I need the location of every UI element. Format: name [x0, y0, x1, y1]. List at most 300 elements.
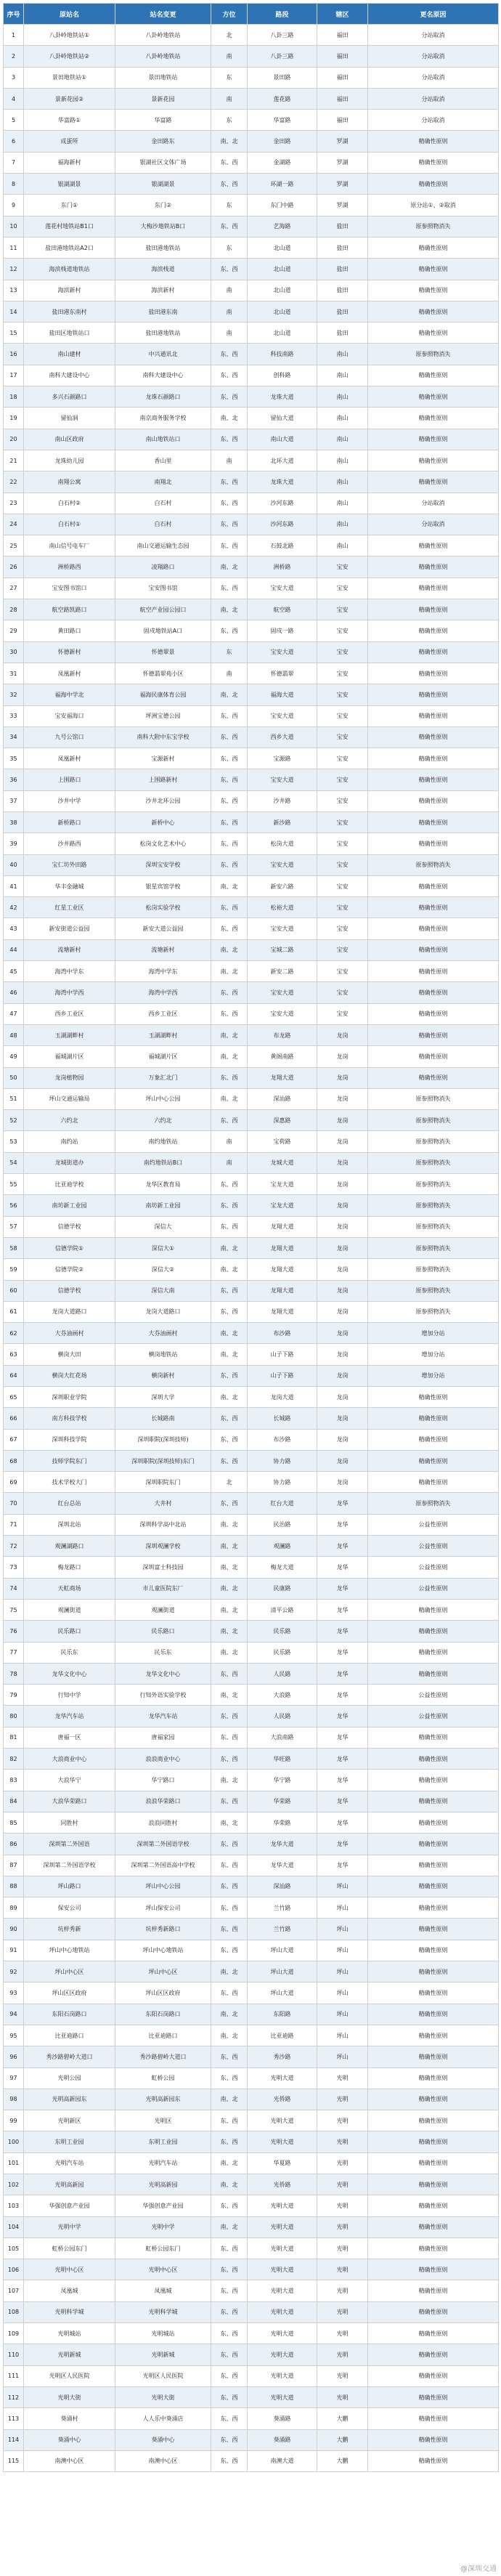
cell-old-name: 比亚迪路口	[24, 2025, 115, 2046]
cell-road: 协力路	[248, 1472, 317, 1493]
cell-district: 光明	[317, 2301, 368, 2322]
cell-old-name: 海滨栈道地铁站	[24, 259, 115, 280]
cell-no: 102	[4, 2174, 24, 2195]
cell-old-name: 南澳中心区	[24, 2450, 115, 2471]
cell-new-name: 福海民康体育公园	[115, 684, 211, 705]
cell-district: 福田	[317, 88, 368, 109]
cell-old-name: 东门①	[24, 195, 115, 216]
table-row	[4, 1429, 499, 1450]
cell-road: 艺海路	[248, 216, 317, 237]
cell-district: 盐田	[317, 259, 368, 280]
cell-no: 22	[4, 471, 24, 493]
cell-old-name: 天虹商场	[24, 1578, 115, 1599]
cell-district: 龙岗	[317, 1131, 368, 1152]
table-row	[4, 1663, 499, 1684]
cell-district: 龙岗	[317, 1237, 368, 1258]
cell-no: 109	[4, 2323, 24, 2344]
cell-reason: 精确性原则	[368, 2025, 499, 2046]
cell-district: 光明	[317, 2131, 368, 2152]
cell-reason: 精确性原则	[368, 1642, 499, 1663]
cell-old-name: 盐田港地铁站A2口	[24, 237, 115, 258]
cell-reason: 精确性原则	[368, 2259, 499, 2280]
cell-reason: 精确性原则	[368, 1003, 499, 1024]
cell-direction: 东、西	[211, 2110, 248, 2131]
table-row	[4, 1387, 499, 1408]
cell-no: 100	[4, 2131, 24, 2152]
cell-road: 莲花路	[248, 88, 317, 109]
cell-road: 怀德翡翠	[248, 663, 317, 684]
cell-reason: 精确性原则	[368, 1897, 499, 1919]
cell-old-name: 坪山中心区	[24, 1961, 115, 1982]
cell-road: 光明大道	[248, 2067, 317, 2089]
cell-reason: 精确性原则	[368, 2174, 499, 2195]
cell-old-name: 深圳北站	[24, 1514, 115, 1535]
cell-district: 大鹏	[317, 2408, 368, 2429]
cell-old-name: 白石村②	[24, 493, 115, 514]
cell-no: 69	[4, 1472, 24, 1493]
cell-no: 9	[4, 195, 24, 216]
cell-no: 5	[4, 110, 24, 131]
cell-district: 南山	[317, 471, 368, 493]
cell-old-name: 观澜湖路口	[24, 1536, 115, 1557]
cell-no: 7	[4, 152, 24, 173]
cell-direction: 南、北	[211, 961, 248, 982]
cell-no: 107	[4, 2280, 24, 2301]
cell-no: 38	[4, 811, 24, 833]
cell-direction: 南、北	[211, 1323, 248, 1344]
cell-old-name: 光明新区	[24, 2110, 115, 2131]
cell-old-name: 大浪华宁	[24, 1770, 115, 1791]
cell-no: 71	[4, 1514, 24, 1535]
cell-old-name: 宝安福海口	[24, 705, 115, 726]
cell-district: 坪山	[317, 1919, 368, 1940]
cell-reason: 公益性原则	[368, 1706, 499, 1727]
table-row	[4, 2216, 499, 2237]
cell-direction: 南、北	[211, 1259, 248, 1280]
cell-direction: 东、西	[211, 1003, 248, 1024]
cell-old-name: 坪山路口	[24, 1876, 115, 1897]
cell-district: 盐田	[317, 237, 368, 258]
cell-no: 58	[4, 1237, 24, 1258]
cell-old-name: 九号公馆口	[24, 726, 115, 748]
cell-direction: 南、北	[211, 2025, 248, 2046]
table-row	[4, 1174, 499, 1195]
cell-district: 宝安	[317, 641, 368, 663]
cell-no: 114	[4, 2429, 24, 2450]
cell-old-name: 技术学校大门	[24, 1472, 115, 1493]
cell-no: 83	[4, 1770, 24, 1791]
table-row	[4, 386, 499, 408]
cell-district: 南山	[317, 514, 368, 535]
table-row	[4, 556, 499, 578]
header-road: 路段	[248, 4, 317, 25]
cell-old-name: 光明高新园	[24, 2174, 115, 2195]
cell-reason: 精确性原则	[368, 1727, 499, 1748]
cell-new-name: 坪山中心公园	[115, 1088, 211, 1109]
cell-direction: 南、北	[211, 1642, 248, 1663]
cell-no: 65	[4, 1387, 24, 1408]
cell-old-name: 光明区人民医院	[24, 2365, 115, 2386]
cell-old-name: 葵涌中心	[24, 2429, 115, 2450]
cell-district: 龙岗	[317, 1365, 368, 1386]
cell-old-name: 观澜街道	[24, 1599, 115, 1620]
cell-new-name: 坪山区区政府	[115, 1982, 211, 2004]
cell-road: 宝安大道	[248, 1003, 317, 1024]
table-row	[4, 1834, 499, 1855]
cell-reason: 精确性原则	[368, 641, 499, 663]
cell-road: 兰竹路	[248, 1897, 317, 1919]
cell-district: 宝安	[317, 620, 368, 641]
cell-no: 79	[4, 1685, 24, 1706]
cell-road: 八卦三路	[248, 46, 317, 67]
cell-new-name: 华富路	[115, 110, 211, 131]
cell-reason: 原参照物消失	[368, 1216, 499, 1237]
cell-district: 宝安	[317, 705, 368, 726]
cell-district: 龙岗	[317, 1067, 368, 1088]
cell-direction: 东、西	[211, 1365, 248, 1386]
cell-old-name: 同胜村	[24, 1812, 115, 1833]
cell-reason: 公益性原则	[368, 1685, 499, 1706]
table-row	[4, 641, 499, 663]
cell-direction: 东、西	[211, 1791, 248, 1812]
cell-old-name: 唐福一区	[24, 1727, 115, 1748]
cell-no: 66	[4, 1408, 24, 1429]
cell-direction: 东、西	[211, 1663, 248, 1684]
table-row	[4, 2386, 499, 2407]
table-row	[4, 344, 499, 365]
cell-no: 14	[4, 301, 24, 322]
cell-reason: 原分站①、②取消	[368, 195, 499, 216]
cell-reason: 原参照物消失	[368, 1237, 499, 1258]
cell-old-name: 行知中学	[24, 1685, 115, 1706]
cell-old-name: 华富路①	[24, 110, 115, 131]
cell-old-name: 大浪华荣路口	[24, 1791, 115, 1812]
cell-district: 宝安	[317, 854, 368, 875]
table-row	[4, 748, 499, 769]
cell-road: 洲桥路	[248, 556, 317, 578]
cell-direction: 东、西	[211, 918, 248, 939]
cell-district: 光明	[317, 2323, 368, 2344]
cell-direction: 东、西	[211, 1216, 248, 1237]
cell-new-name: 光明新城	[115, 2344, 211, 2365]
cell-direction: 南、北	[211, 1088, 248, 1109]
cell-district: 龙岗	[317, 1301, 368, 1322]
cell-new-name: 南约地铁站	[115, 1131, 211, 1152]
cell-new-name: 南约地铁站B口	[115, 1152, 211, 1173]
cell-direction: 东、西	[211, 2429, 248, 2450]
table-row	[4, 259, 499, 280]
cell-new-name: 南山地铁站口	[115, 429, 211, 450]
cell-direction: 东、西	[211, 514, 248, 535]
cell-direction: 东、西	[211, 386, 248, 408]
cell-new-name: 玉湖湖畔村	[115, 1024, 211, 1045]
cell-reason: 分站取消	[368, 493, 499, 514]
header-district: 辖区	[317, 4, 368, 25]
cell-reason: 精确性原则	[368, 535, 499, 556]
cell-no: 78	[4, 1663, 24, 1684]
cell-reason: 精确性原则	[368, 578, 499, 599]
cell-direction: 东、西	[211, 2365, 248, 2386]
cell-road: 民治路	[248, 1514, 317, 1535]
cell-new-name: 长城路南	[115, 1408, 211, 1429]
cell-road: 宝源路	[248, 748, 317, 769]
cell-road: 黄阁南路	[248, 1046, 317, 1067]
cell-reason: 精确性原则	[368, 2323, 499, 2344]
cell-new-name: 怀德翠景	[115, 641, 211, 663]
cell-new-name: 光明中心区	[115, 2259, 211, 2280]
cell-district: 福田	[317, 110, 368, 131]
cell-reason: 分站取消	[368, 514, 499, 535]
table-row	[4, 301, 499, 322]
table-row	[4, 1216, 499, 1237]
cell-no: 35	[4, 748, 24, 769]
table-row	[4, 1408, 499, 1429]
cell-new-name: 景新花园	[115, 88, 211, 109]
table-row	[4, 2301, 499, 2322]
table-row	[4, 174, 499, 195]
cell-old-name: 景田地铁站①	[24, 67, 115, 88]
cell-reason: 精确性原则	[368, 599, 499, 620]
table-row	[4, 684, 499, 705]
cell-direction: 南	[211, 88, 248, 109]
cell-direction: 东、西	[211, 1429, 248, 1450]
cell-direction: 南、北	[211, 875, 248, 896]
table-row	[4, 1003, 499, 1024]
cell-new-name: 行知外语实验学校	[115, 1685, 211, 1706]
cell-direction: 东、西	[211, 811, 248, 833]
cell-reason: 分站取消	[368, 110, 499, 131]
station-rename-table-sheet	[3, 3, 498, 2560]
cell-road: 沙井路	[248, 790, 317, 811]
table-row	[4, 2067, 499, 2089]
cell-district: 光明	[317, 2344, 368, 2365]
cell-district: 南山	[317, 450, 368, 471]
cell-district: 龙华	[317, 1621, 368, 1642]
cell-road: 龙华大道	[248, 1855, 317, 1876]
cell-road: 华富路	[248, 110, 317, 131]
table-row	[4, 280, 499, 301]
cell-no: 40	[4, 854, 24, 875]
cell-direction: 南、北	[211, 2152, 248, 2174]
table-row	[4, 2152, 499, 2174]
cell-no: 95	[4, 2025, 24, 2046]
cell-reason: 精确性原则	[368, 280, 499, 301]
cell-old-name: 民乐东	[24, 1642, 115, 1663]
table-row	[4, 1621, 499, 1642]
header-no: 序号	[4, 4, 24, 25]
cell-reason: 精确性原则	[368, 1599, 499, 1620]
cell-direction: 南、北	[211, 556, 248, 578]
cell-old-name: 黄田路口	[24, 620, 115, 641]
cell-old-name: 坑梓秀新	[24, 1919, 115, 1940]
cell-new-name: 大井村	[115, 1493, 211, 1514]
cell-reason: 原参照物消失	[368, 1131, 499, 1152]
cell-no: 81	[4, 1727, 24, 1748]
cell-old-name: 海湾中学东	[24, 961, 115, 982]
cell-old-name: 华强创意产业园	[24, 2195, 115, 2216]
cell-old-name: 盐田港东南村	[24, 301, 115, 322]
cell-old-name: 南科大建设中心	[24, 365, 115, 386]
cell-direction: 东、西	[211, 2195, 248, 2216]
cell-new-name: 光明科学城	[115, 2301, 211, 2322]
cell-no: 59	[4, 1259, 24, 1280]
cell-old-name: 信德学校	[24, 1280, 115, 1301]
cell-new-name: 香山里	[115, 450, 211, 471]
cell-road: 清平公路	[248, 1599, 317, 1620]
cell-district: 宝安	[317, 1003, 368, 1024]
cell-no: 31	[4, 663, 24, 684]
cell-reason: 精确性原则	[368, 152, 499, 173]
table-row	[4, 2408, 499, 2429]
cell-old-name: 横岗大田	[24, 1344, 115, 1365]
table-row	[4, 1727, 499, 1748]
cell-direction: 东、西	[211, 726, 248, 748]
table-row	[4, 769, 499, 790]
cell-old-name: 龙岗大道路口	[24, 1301, 115, 1322]
table-row	[4, 2237, 499, 2259]
cell-new-name: 市儿童医院东厂	[115, 1578, 211, 1599]
cell-new-name: 宝源新村	[115, 748, 211, 769]
cell-district: 龙华	[317, 1749, 368, 1770]
cell-district: 光明	[317, 2216, 368, 2237]
cell-old-name: 留仙洞	[24, 408, 115, 429]
table-row	[4, 1982, 499, 2004]
cell-no: 1	[4, 25, 24, 46]
cell-new-name: 观澜街道	[115, 1599, 211, 1620]
table-row	[4, 1791, 499, 1812]
cell-no: 2	[4, 46, 24, 67]
cell-no: 50	[4, 1067, 24, 1088]
cell-new-name: 光明高新园	[115, 2174, 211, 2195]
cell-road: 宝荷路	[248, 1131, 317, 1152]
cell-reason: 精确性原则	[368, 961, 499, 982]
cell-no: 90	[4, 1919, 24, 1940]
cell-reason: 精确性原则	[368, 408, 499, 429]
cell-direction: 南	[211, 663, 248, 684]
cell-direction: 南、北	[211, 1557, 248, 1578]
cell-road: 龙翔大道	[248, 1067, 317, 1088]
cell-old-name: 景新花园②	[24, 88, 115, 109]
cell-direction: 东、西	[211, 1110, 248, 1131]
cell-road: 华荣路	[248, 1812, 317, 1833]
cell-direction: 东、西	[211, 620, 248, 641]
cell-district: 龙华	[317, 1557, 368, 1578]
cell-no: 74	[4, 1578, 24, 1599]
cell-no: 96	[4, 2046, 24, 2067]
cell-direction: 东、西	[211, 1195, 248, 1216]
cell-old-name: 东明工业园	[24, 2131, 115, 2152]
cell-direction: 东、西	[211, 897, 248, 918]
cell-no: 87	[4, 1855, 24, 1876]
cell-old-name: 深圳职业学院	[24, 1387, 115, 1408]
cell-reason: 精确性原则	[368, 1387, 499, 1408]
table-row	[4, 1876, 499, 1897]
cell-old-name: 深圳第二外国语	[24, 1834, 115, 1855]
cell-road: 协力路	[248, 1450, 317, 1471]
cell-new-name: 光明汽车站	[115, 2152, 211, 2174]
cell-old-name: 沙井中学	[24, 790, 115, 811]
table-row	[4, 514, 499, 535]
cell-district: 罗湖	[317, 195, 368, 216]
cell-old-name: 信德学院①	[24, 1237, 115, 1258]
cell-old-name: 宝安图书馆口	[24, 578, 115, 599]
cell-no: 64	[4, 1365, 24, 1386]
table-row	[4, 811, 499, 833]
cell-road: 航空路	[248, 599, 317, 620]
table-row	[4, 961, 499, 982]
header-old-name: 原站名	[24, 4, 115, 25]
cell-no: 6	[4, 131, 24, 152]
cell-old-name: 葵涌村	[24, 2408, 115, 2429]
cell-reason: 精确性原则	[368, 2046, 499, 2067]
table-row	[4, 1067, 499, 1088]
cell-old-name: 技师学院东门	[24, 1450, 115, 1471]
table-row	[4, 1365, 499, 1386]
cell-no: 44	[4, 939, 24, 960]
cell-road: 北环大道	[248, 450, 317, 471]
cell-no: 67	[4, 1429, 24, 1450]
cell-district: 龙岗	[317, 1088, 368, 1109]
cell-road: 光明大道	[248, 2280, 317, 2301]
cell-direction: 东、西	[211, 2408, 248, 2429]
table-row	[4, 2046, 499, 2067]
cell-new-name: 盐田港地铁站	[115, 323, 211, 344]
cell-direction: 东、西	[211, 1280, 248, 1301]
cell-new-name: 光明大街	[115, 2386, 211, 2407]
cell-road: 坪山大道	[248, 1940, 317, 1961]
cell-old-name: 新桥路口	[24, 811, 115, 833]
cell-old-name: 海滨新村	[24, 280, 115, 301]
cell-old-name: 海湾中学西	[24, 982, 115, 1003]
cell-old-name: 光明大街	[24, 2386, 115, 2407]
cell-new-name: 龙岗大道路口	[115, 1301, 211, 1322]
header-direction: 方位	[211, 4, 248, 25]
cell-district: 龙华	[317, 1493, 368, 1514]
cell-district: 坪山	[317, 2004, 368, 2025]
cell-new-name: 比亚迪路口	[115, 2025, 211, 2046]
cell-new-name: 松岗文化艺术中心	[115, 833, 211, 854]
cell-new-name: 龙华汽车站	[115, 1706, 211, 1727]
cell-road: 光明大道	[248, 2131, 317, 2152]
cell-old-name: 福城湖片区	[24, 1046, 115, 1067]
cell-new-name: 航空产业园公园口	[115, 599, 211, 620]
cell-no: 104	[4, 2216, 24, 2237]
cell-district: 龙岗	[317, 1046, 368, 1067]
cell-no: 26	[4, 556, 24, 578]
cell-no: 112	[4, 2386, 24, 2407]
table-row	[4, 939, 499, 960]
cell-district: 龙华	[317, 1642, 368, 1663]
cell-district: 坪山	[317, 1982, 368, 2004]
cell-no: 80	[4, 1706, 24, 1727]
cell-direction: 东、西	[211, 2323, 248, 2344]
table-row	[4, 450, 499, 471]
cell-new-name: 深圳观澜学校	[115, 1536, 211, 1557]
table-row	[4, 2110, 499, 2131]
table-row	[4, 620, 499, 641]
cell-new-name: 深圳第二外国语学校	[115, 1834, 211, 1855]
cell-reason: 精确性原则	[368, 2301, 499, 2322]
cell-old-name: 红台总站	[24, 1493, 115, 1514]
cell-no: 51	[4, 1088, 24, 1109]
cell-direction: 东、西	[211, 152, 248, 173]
cell-road: 长城路	[248, 1408, 317, 1429]
cell-direction: 南、北	[211, 599, 248, 620]
cell-old-name: 民乐路口	[24, 1621, 115, 1642]
cell-direction: 东、西	[211, 1727, 248, 1748]
cell-direction: 南	[211, 323, 248, 344]
table-row	[4, 67, 499, 88]
